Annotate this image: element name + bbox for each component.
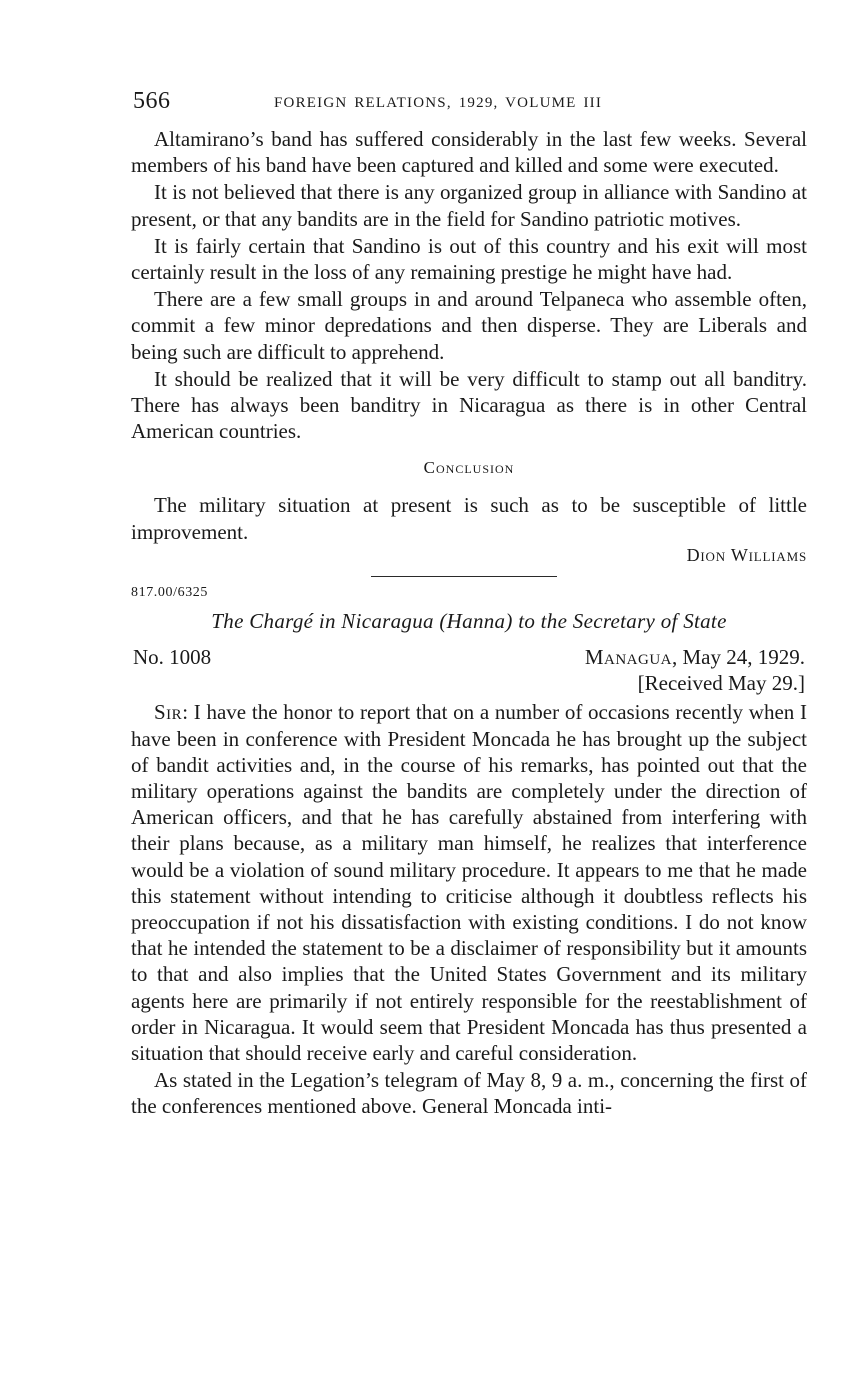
- running-head-title: FOREIGN RELATIONS, 1929, VOLUME III: [274, 95, 603, 111]
- paragraph-organized-group: It is not believed that there is any organized group in alliance with Sandino at present, or that any bandits are in the field for Sandino patriotic motives.: [131, 180, 807, 231]
- dispatch-place: Managua: [584, 645, 672, 670]
- paragraph-sandino-exit: It is fairly certain that Sandino is out of this country and his exit will most certainly result in the loss of any remaining prestige he might have had.: [131, 233, 807, 285]
- report-continuation: [131, 126, 807, 444]
- document-title: The Chargé in Nicaragua (Hanna) to the Secretary of State: [211, 609, 727, 634]
- document-page: [131, 88, 807, 1120]
- letter-body-text: : I have the honor to report that on a number of occasions recently when I have been in conference with President Moncada he has brought up the subject of bandit activities and, in the course of his remarks, has pointed out that the military operations against the bandits are completely under the direction of American officers, and that he has carefully abstained from interfering with their plans because, as a military man himself, he realizes that interference would be a violation of sound military procedure. It appears to me that he made this statement without intending to criticise although it doubtless reflects his preoccupation if not his dissatisfaction with existing conditions. I do not know that he intended the statement to be a disclaimer of responsibility but it amounts to that and also implies that the United States Government and its military agents here are primarily if not entirely responsible for the reestablishment of order in Nicaragua. It would seem that President Moncada has thus presented a situation that should receive early and careful consideration.: [131, 700, 807, 1065]
- conclusion-heading: Conclusion: [423, 458, 515, 478]
- signature: Dion Williams: [686, 544, 807, 565]
- dispatch-date-line: [585, 645, 805, 670]
- document-meta: [131, 645, 807, 699]
- paragraph-telpaneca: There are a few small groups in and around Telpaneca who assemble often, commit a few minor depredations and then disperse. They are Liberals and being such are difficult to apprehend.: [131, 287, 807, 364]
- page-number: 566: [133, 88, 171, 114]
- section-divider: [371, 576, 557, 578]
- salutation: Sir: [154, 700, 183, 725]
- received-date: [Received May 29.]: [637, 671, 805, 696]
- file-number: 817.00/6325: [131, 585, 208, 601]
- dispatch-date: , May 24, 1929.: [672, 645, 805, 670]
- letter-body-paragraph-2: As stated in the Legation’s telegram of May 8, 9 a. m., concerning the first of the conferences mentioned above. General Moncada inti-: [131, 1068, 807, 1119]
- conclusion-text: The military situation at present is such as to be susceptible of little improvement.: [131, 493, 807, 544]
- dispatch-number: No. 1008: [133, 645, 212, 670]
- running-head: [131, 88, 807, 120]
- paragraph-banditry: It should be realized that it will be very difficult to stamp out all banditry. There has always been banditry in Nicaragua as there is in other Central American countries.: [131, 366, 807, 444]
- letter-body-paragraph: [131, 699, 807, 1066]
- paragraph-altamirano: Altamirano’s band has suffered considerably in the last few weeks. Several members of his band have been captured and killed and some were executed.: [131, 127, 807, 178]
